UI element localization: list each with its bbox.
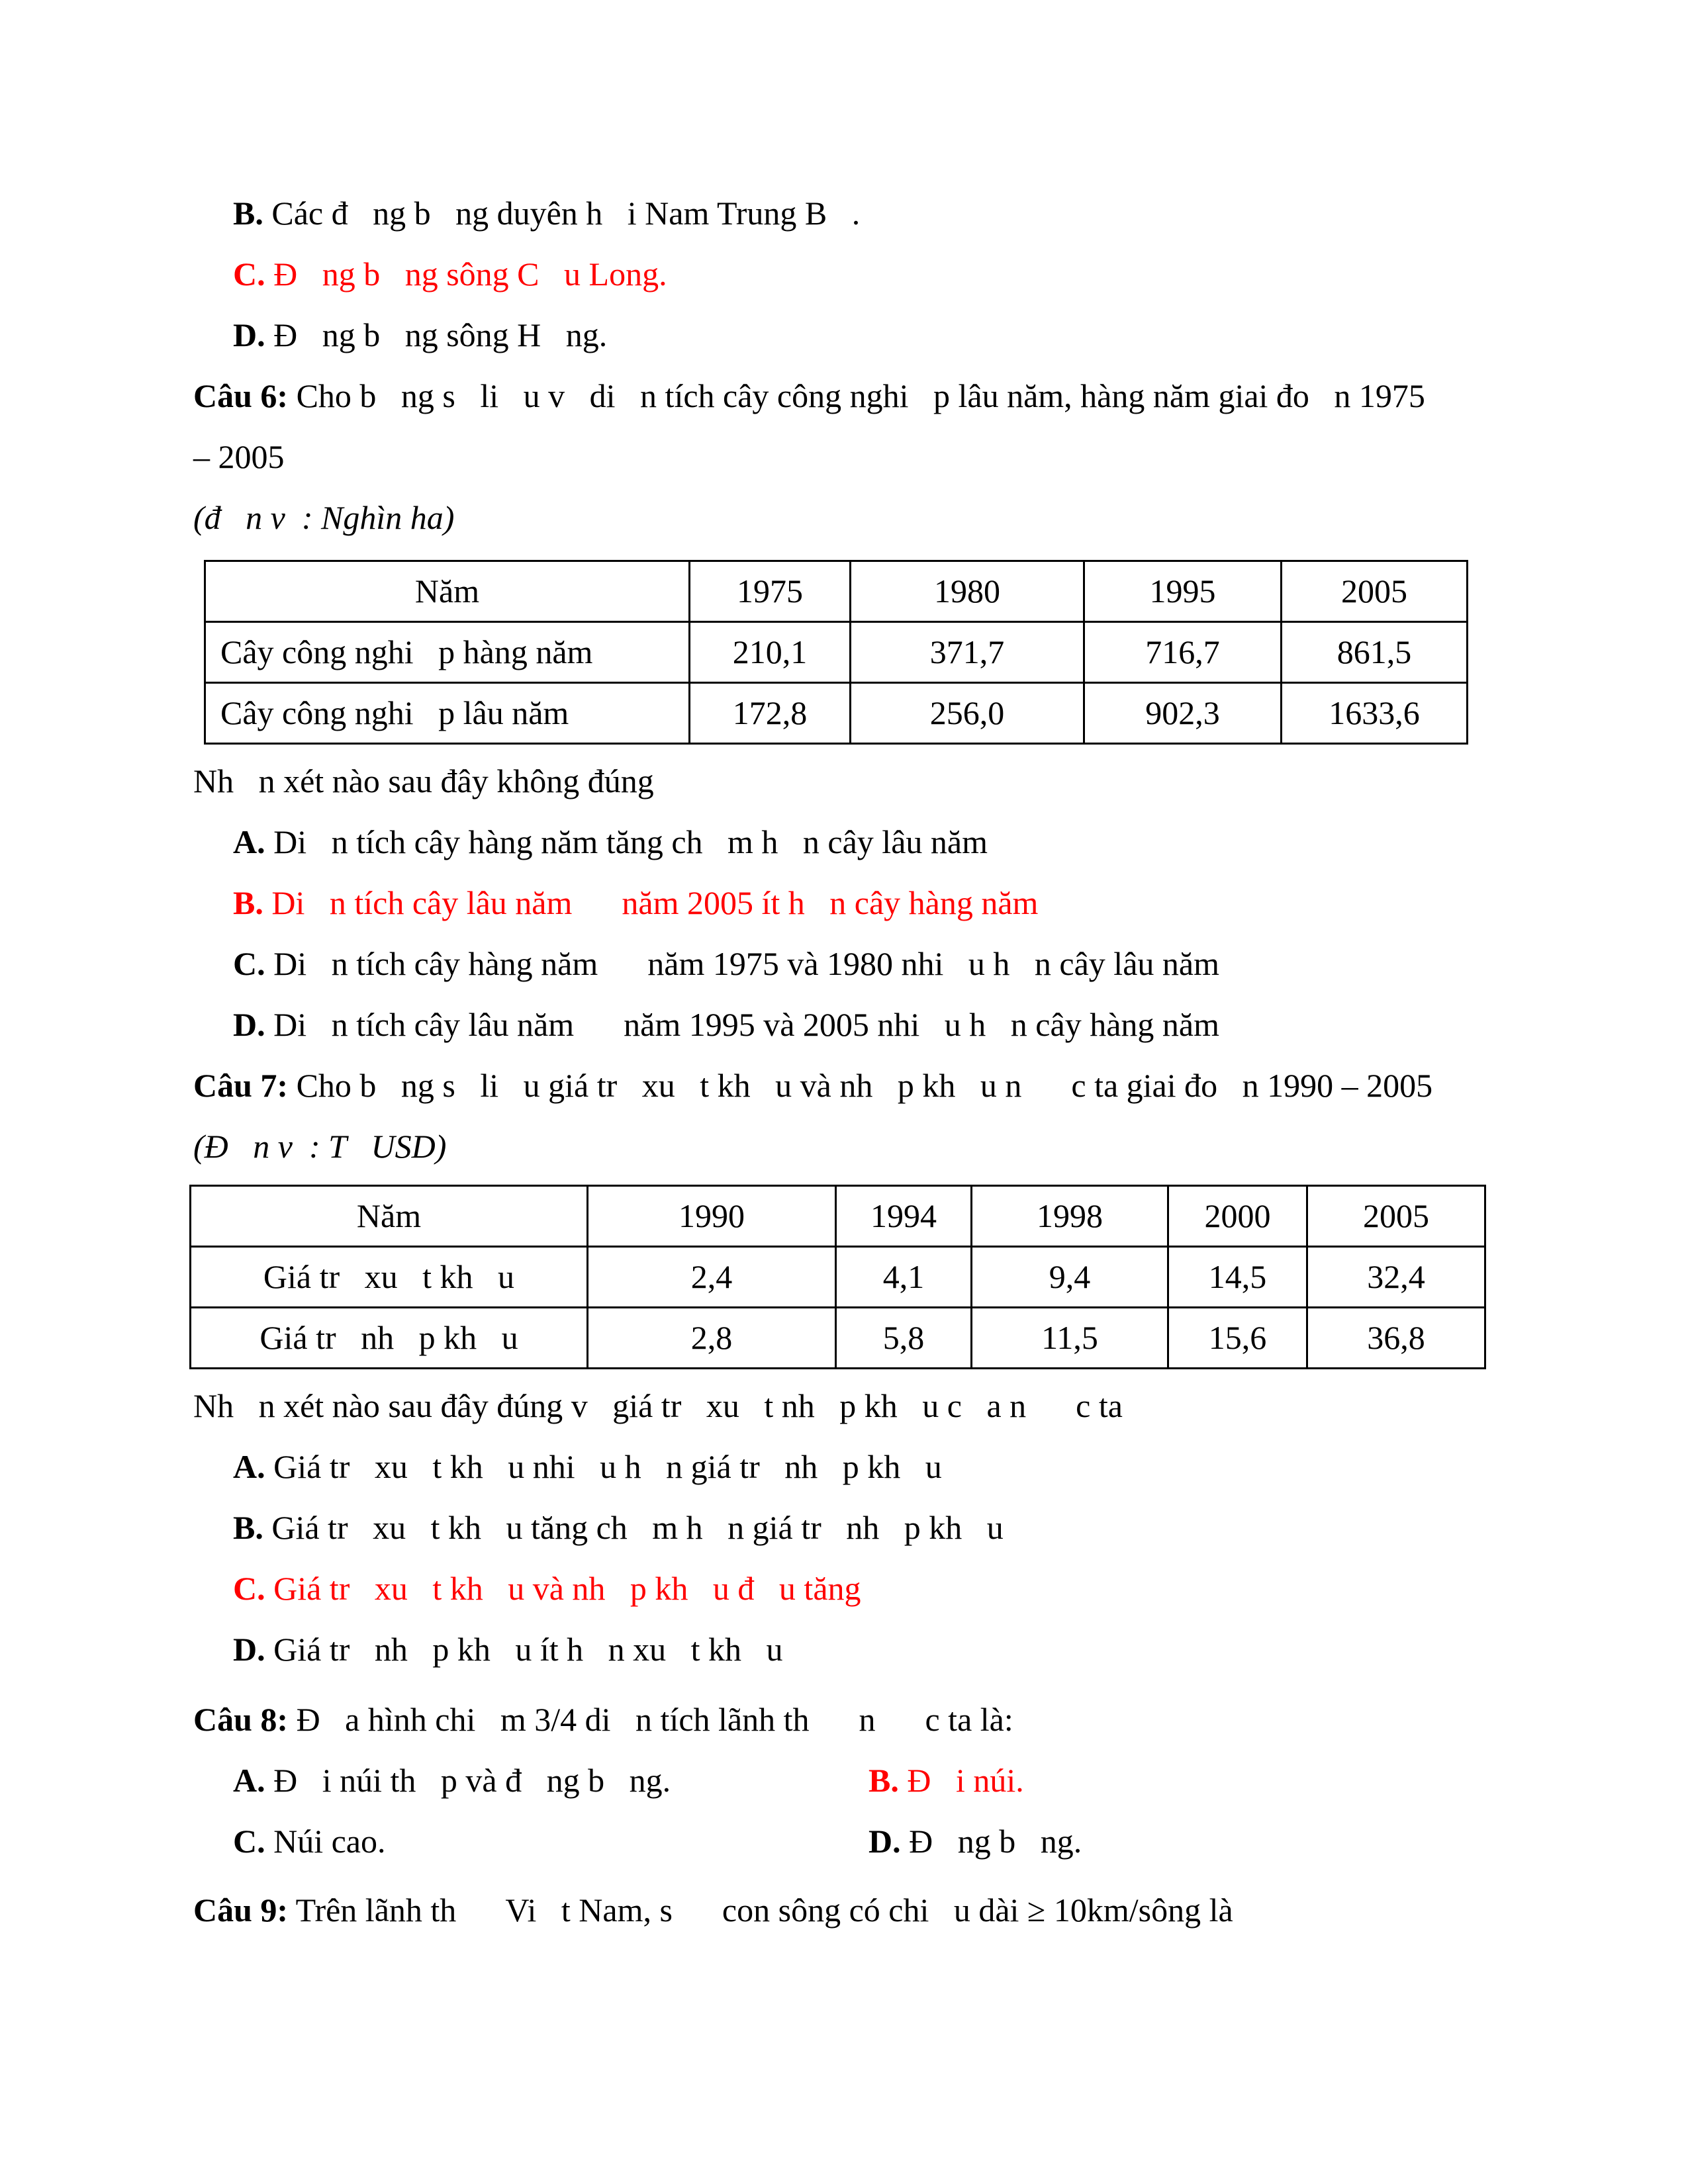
q9-question: Câu 9: Trên lãnh th Vi t Nam, s con sông có chi u dài ≥ 10km/sông là xyxy=(193,1891,1233,1929)
table-header-cell: 1975 xyxy=(690,561,851,622)
q6-unit: (đ n v : Nghìn ha) xyxy=(193,499,455,536)
q5-option-d: D. Đ ng b ng sông H ng. xyxy=(233,316,608,353)
table-cell: Giá tr nh p kh u xyxy=(191,1308,588,1369)
table-cell: Giá tr xu t kh u xyxy=(191,1247,588,1308)
q7-question: Câu 7: Cho b ng s li u giá tr xu t kh u và nh p kh u n c ta giai đo n 1990 – 2005 xyxy=(193,1067,1433,1104)
table-cell: 902,3 xyxy=(1084,683,1282,744)
table-cell: 172,8 xyxy=(690,683,851,744)
table-row xyxy=(205,683,1468,744)
table-row xyxy=(205,622,1468,683)
table-header-cell: 1995 xyxy=(1084,561,1282,622)
q8-option-d: D. Đ ng b ng. xyxy=(868,1823,1082,1860)
q8-question: Câu 8: Đ a hình chi m 3/4 di n tích lãnh th n c ta là: xyxy=(193,1701,1013,1738)
table-cell: Cây công nghi p lâu năm xyxy=(205,683,690,744)
table-header-cell: 2005 xyxy=(1307,1186,1485,1247)
q6-question-cont: – 2005 xyxy=(193,438,285,475)
q7-table xyxy=(189,1185,1486,1369)
table-cell: 861,5 xyxy=(1282,622,1468,683)
q7-option-a: A. Giá tr xu t kh u nhi u h n giá tr nh p kh u xyxy=(233,1448,942,1485)
table-header-cell: 2000 xyxy=(1168,1186,1307,1247)
q6-option-d: D. Di n tích cây lâu năm năm 1995 và 2005 nhi u h n cây hàng năm xyxy=(233,1006,1219,1043)
q7-prompt: Nh n xét nào sau đây đúng v giá tr xu t nh p kh u c a n c ta xyxy=(193,1387,1123,1424)
table-cell: 14,5 xyxy=(1168,1247,1307,1308)
q6-option-c: C. Di n tích cây hàng năm năm 1975 và 1980 nhi u h n cây lâu năm xyxy=(233,945,1219,982)
table-cell: 5,8 xyxy=(836,1308,972,1369)
table-header-row xyxy=(191,1186,1485,1247)
table-cell: 11,5 xyxy=(972,1308,1168,1369)
q5-option-c-correct: C. Đ ng b ng sông C u Long. xyxy=(233,255,667,293)
q5-option-b: B. Các đ ng b ng duyên h i Nam Trung B . xyxy=(233,195,861,232)
table-header-cell: Năm xyxy=(191,1186,588,1247)
table-cell: 36,8 xyxy=(1307,1308,1485,1369)
q6-option-a: A. Di n tích cây hàng năm tăng ch m h n cây lâu năm xyxy=(233,823,988,860)
table-header-cell: 1990 xyxy=(588,1186,836,1247)
table-cell: Cây công nghi p hàng năm xyxy=(205,622,690,683)
table-row xyxy=(191,1308,1485,1369)
q7-option-b: B. Giá tr xu t kh u tăng ch m h n giá tr nh p kh u xyxy=(233,1509,1004,1546)
q6-prompt: Nh n xét nào sau đây không đúng xyxy=(193,762,654,799)
q8-option-b-correct: B. Đ i núi. xyxy=(868,1762,1024,1799)
table-cell: 9,4 xyxy=(972,1247,1168,1308)
table-header-cell: 1994 xyxy=(836,1186,972,1247)
table-header-cell: 1998 xyxy=(972,1186,1168,1247)
table-cell: 4,1 xyxy=(836,1247,972,1308)
table-cell: 15,6 xyxy=(1168,1308,1307,1369)
q6-question: Câu 6: Cho b ng s li u v di n tích cây công nghi p lâu năm, hàng năm giai đo n 1975 xyxy=(193,377,1425,414)
table-cell: 371,7 xyxy=(851,622,1084,683)
table-cell: 210,1 xyxy=(690,622,851,683)
q7-option-c-correct: C. Giá tr xu t kh u và nh p kh u đ u tăng xyxy=(233,1570,861,1607)
table-row xyxy=(191,1247,1485,1308)
q8-option-c: C. Núi cao. xyxy=(233,1823,386,1860)
q7-option-d: D. Giá tr nh p kh u ít h n xu t kh u xyxy=(233,1631,783,1668)
q7-unit: (Đ n v : T USD) xyxy=(193,1128,447,1165)
table-cell: 716,7 xyxy=(1084,622,1282,683)
table-cell: 1633,6 xyxy=(1282,683,1468,744)
q6-option-b-correct: B. Di n tích cây lâu năm năm 2005 ít h n cây hàng năm xyxy=(233,884,1039,921)
table-header-cell: 1980 xyxy=(851,561,1084,622)
table-cell: 2,4 xyxy=(588,1247,836,1308)
table-header-cell: 2005 xyxy=(1282,561,1468,622)
table-header-cell: Năm xyxy=(205,561,690,622)
q6-table xyxy=(204,560,1468,745)
table-cell: 2,8 xyxy=(588,1308,836,1369)
table-cell: 32,4 xyxy=(1307,1247,1485,1308)
table-cell: 256,0 xyxy=(851,683,1084,744)
q8-option-a: A. Đ i núi th p và đ ng b ng. xyxy=(233,1762,671,1799)
table-header-row xyxy=(205,561,1468,622)
